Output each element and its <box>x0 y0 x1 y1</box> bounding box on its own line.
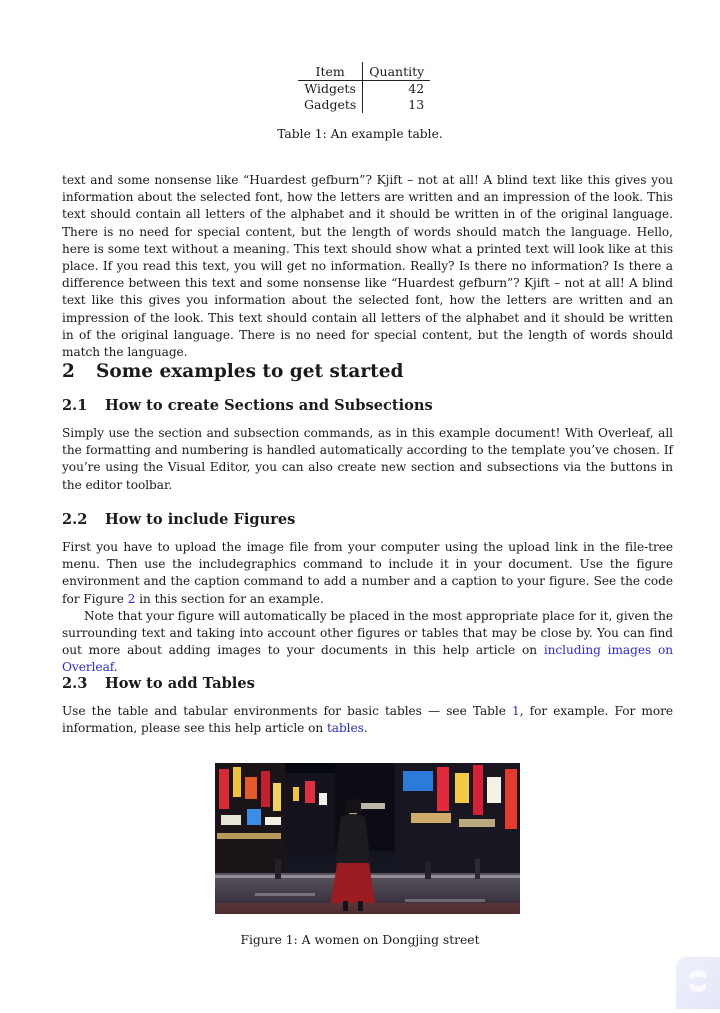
figures-text-2 <box>62 608 673 677</box>
figure-ref-link[interactable]: 2 <box>127 591 136 606</box>
tables-text <box>62 703 673 737</box>
including-images-link[interactable]: including images on Overleaf <box>62 643 673 675</box>
example-table <box>298 62 430 113</box>
subsection-number: 2.2 <box>62 511 88 528</box>
table-row <box>298 81 430 98</box>
section-number: 2 <box>62 361 75 382</box>
subsection-heading <box>62 675 255 692</box>
text-run: Use the table and tabular environments for basic tables — see Table <box>62 704 512 718</box>
sections-text: Simply use the section and subsection commands, as in this example document! With Overleaf, all the formatting and numbering is handled automatically according to the template you’ve chosen. If you’re using the Visual Editor, you can also create new section and subsections via the buttons in the editor toolbar. <box>62 426 673 492</box>
subsection-paragraph <box>62 703 673 737</box>
logo-icon <box>676 957 720 1009</box>
subsection-heading <box>62 511 295 528</box>
section-title: Some examples to get started <box>96 361 404 382</box>
subsection-paragraph <box>62 425 673 494</box>
tables-link[interactable]: tables <box>326 721 364 736</box>
text-run: . <box>363 721 368 736</box>
subsection-heading <box>62 397 433 414</box>
subsection-number: 2.1 <box>62 397 88 414</box>
text-run: Note that your figure will automatically be placed in the most appropriate place for it, given the surrounding text and taking into account other figures or tables that may be close by. You can find out more about adding images to your documents in this help article on <box>62 608 673 658</box>
subsection-paragraph <box>62 539 673 677</box>
street-photo <box>215 763 520 914</box>
table-caption: Table 1: An example table. <box>277 127 443 141</box>
subsection-title: How to create Sections and Subsections <box>105 397 433 414</box>
text-run: . <box>113 660 118 675</box>
text-run: in this section for an example. <box>135 591 324 606</box>
text-run: , for example. For more information, please see this help article on <box>62 704 673 736</box>
subsection-title: How to include Figures <box>105 511 296 528</box>
subsection-number: 2.3 <box>62 675 88 692</box>
table-row <box>298 97 430 113</box>
figures-text-1 <box>62 539 673 608</box>
table-cell: 42 <box>408 81 425 96</box>
table-cell: Gadgets <box>298 97 363 113</box>
street-photo-illustration <box>215 763 520 914</box>
table-ref-link[interactable]: 1 <box>512 704 520 718</box>
text-run: First you have to upload the image file from your computer using the upload link in the file-tree menu. Then use the includegraphics command to include it in your document. Use the figure environment and the caption command to add a number and a caption to your figure. See the code for Figure <box>62 540 673 606</box>
table-header-quantity: Quantity <box>363 62 430 81</box>
body-paragraph <box>62 172 673 361</box>
watermark-corner <box>676 957 720 1009</box>
blind-text: text and some nonsense like “Huardest gefburn”? Kjift – not at all! A blind text like this gives you information about the selected font, how the letters are written and an impression of the look. This text should contain all letters of the alphabet and it should be written in of the original language. There is no need for special content, but the length of words should match the language. Hello, here is some text without a meaning. This text should show what a printed text will look like at this place. If you read this text, you will get no information. Really? Is there no information? Is there a difference between this text and some nonsense like “Huardest gefburn”? Kjift – not at all! A blind text like this gives you information about the selected font, how the letters are written and an impression of the look. This text should contain all letters of the alphabet and it should be written in of the original language. There is no need for special content, but the length of words should match the language. <box>62 173 673 360</box>
subsection-title: How to add Tables <box>105 675 255 692</box>
figure-caption: Figure 1: A women on Dongjing street <box>240 933 480 947</box>
table-cell: Widgets <box>298 81 363 98</box>
section-heading <box>62 361 403 382</box>
table-header-item: Item <box>298 62 363 81</box>
table-cell: 13 <box>408 97 425 112</box>
